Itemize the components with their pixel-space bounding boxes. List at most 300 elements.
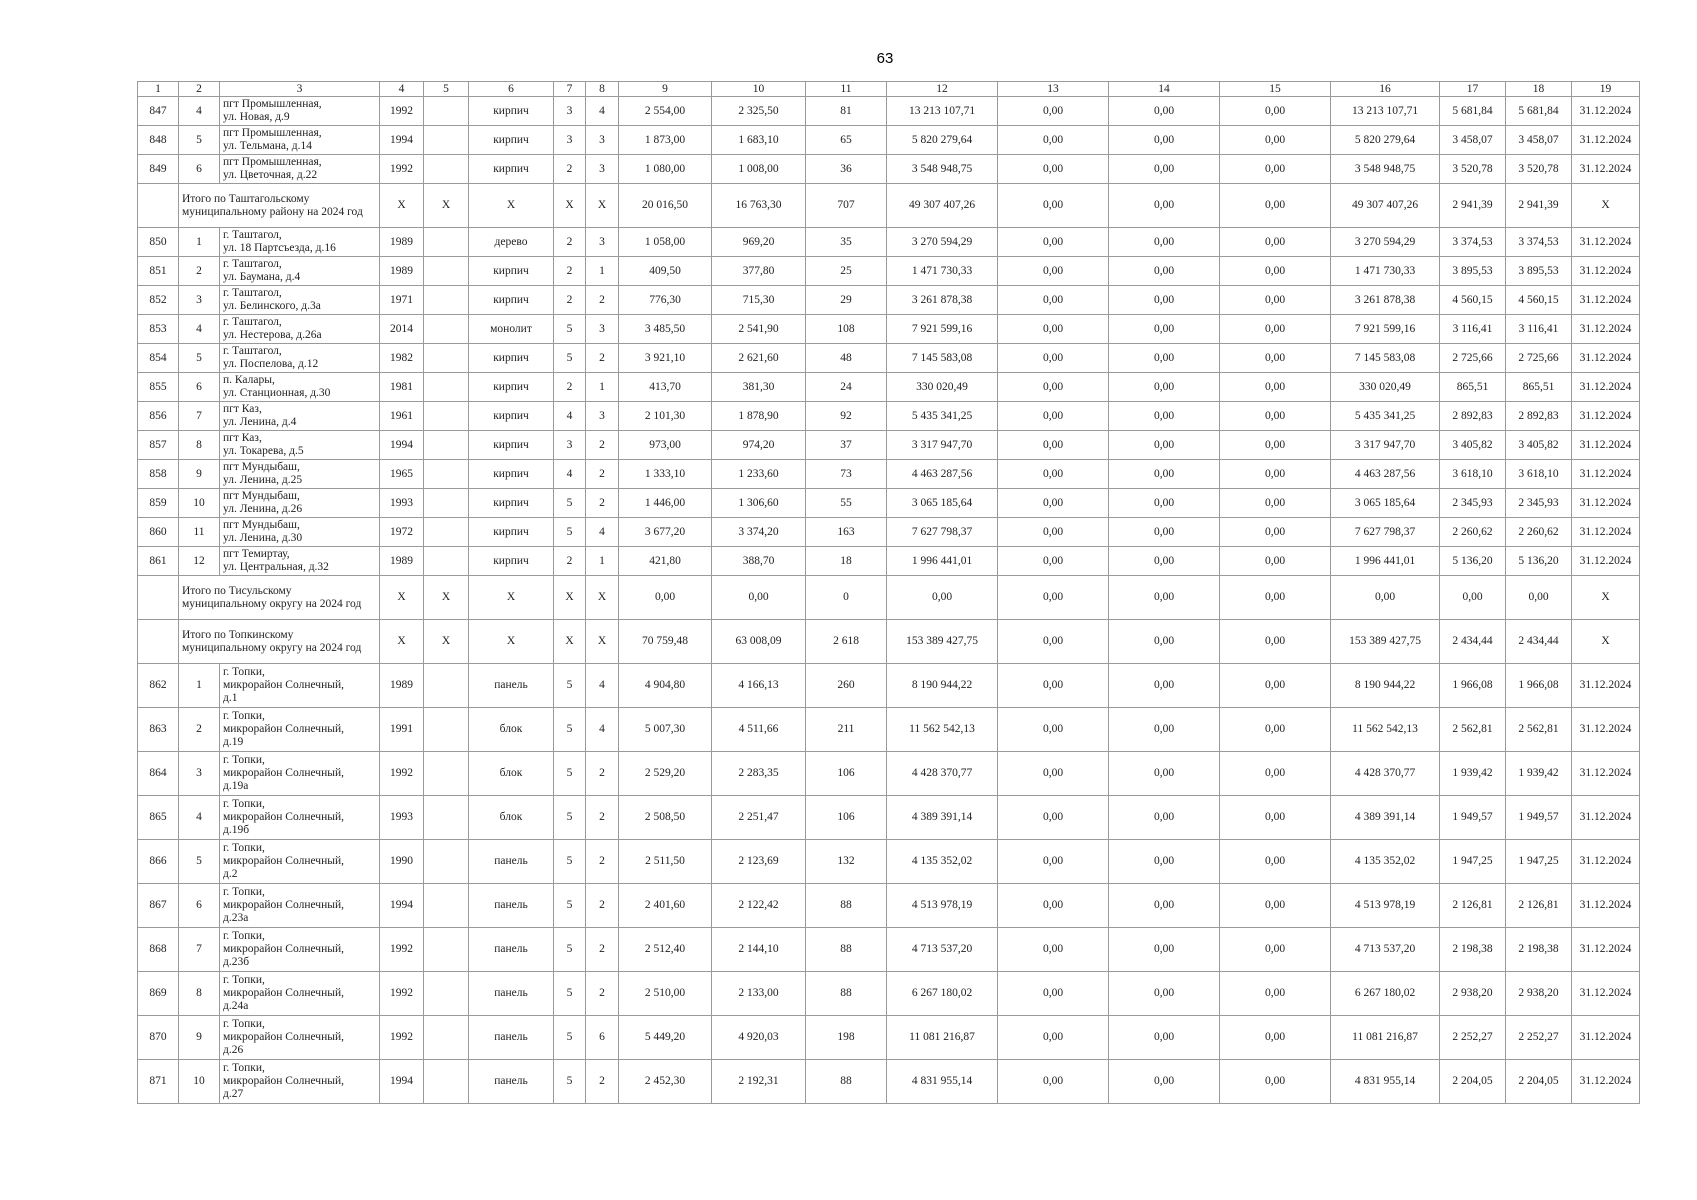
cell-area-living: 1 008,00 (712, 155, 806, 184)
address-line: г. Топки, (223, 710, 265, 722)
row-number: 860 (138, 518, 179, 547)
cell-year: 1992 (380, 155, 424, 184)
cell-c17: 1 949,57 (1440, 796, 1506, 840)
cell-entrances: 2 (586, 972, 619, 1016)
cell-c15: 0,00 (1220, 972, 1331, 1016)
address-line: ул. Тельмана, д.14 (223, 140, 312, 152)
cell-c18: 3 520,78 (1506, 155, 1572, 184)
cell-material: X (469, 576, 554, 620)
row-number: 864 (138, 752, 179, 796)
cell-material: блок (469, 752, 554, 796)
cell-c13: 0,00 (998, 620, 1109, 664)
cell-c5 (424, 155, 469, 184)
cell-c5: X (424, 184, 469, 228)
subtotal-row (138, 184, 1640, 228)
cell-area-living: 3 374,20 (712, 518, 806, 547)
row-index: 11 (179, 518, 220, 547)
address-line: пгт Мундыбаш, (223, 519, 300, 531)
cell-c17: 2 260,62 (1440, 518, 1506, 547)
cell-c16: 13 213 107,71 (1331, 97, 1440, 126)
address-line: ул. Баумана, д.4 (223, 271, 301, 283)
address-line: пгт Мундыбаш, (223, 490, 300, 502)
address-cell (220, 257, 380, 286)
cell-c14: 0,00 (1109, 796, 1220, 840)
address-cell (220, 972, 380, 1016)
cell-c5 (424, 664, 469, 708)
cell-floors: 5 (554, 796, 586, 840)
cell-date: 31.12.2024 (1572, 489, 1640, 518)
address-cell (220, 547, 380, 576)
address-line: ул. Цветочная, д.22 (223, 169, 318, 181)
cell-area-total: 20 016,50 (619, 184, 712, 228)
cell-area-total: 2 101,30 (619, 402, 712, 431)
cell-c15: 0,00 (1220, 257, 1331, 286)
cell-c14: 0,00 (1109, 431, 1220, 460)
cell-cost-total: 3 065 185,64 (887, 489, 998, 518)
cell-area-total: 1 080,00 (619, 155, 712, 184)
cell-c13: 0,00 (998, 126, 1109, 155)
cell-material: блок (469, 796, 554, 840)
cell-c13: 0,00 (998, 928, 1109, 972)
address-line: г. Топки, (223, 754, 265, 766)
cell-cost-total: 4 389 391,14 (887, 796, 998, 840)
row-number: 854 (138, 344, 179, 373)
row-number: 868 (138, 928, 179, 972)
cell-c13: 0,00 (998, 547, 1109, 576)
row-number: 859 (138, 489, 179, 518)
cell-c5 (424, 126, 469, 155)
address-line: микрорайон Солнечный, (223, 943, 344, 955)
cell-residents: 88 (806, 1060, 887, 1104)
column-number: 18 (1506, 82, 1572, 97)
cell-cost-total: 8 190 944,22 (887, 664, 998, 708)
cell-date: 31.12.2024 (1572, 1060, 1640, 1104)
cell-c14: 0,00 (1109, 460, 1220, 489)
address-line: г. Таштагол, (223, 345, 282, 357)
cell-c17: 1 966,08 (1440, 664, 1506, 708)
cell-year: 1989 (380, 664, 424, 708)
cell-c15: 0,00 (1220, 1060, 1331, 1104)
address-cell (220, 286, 380, 315)
cell-c5 (424, 315, 469, 344)
cell-cost-total: 4 713 537,20 (887, 928, 998, 972)
row-number: 852 (138, 286, 179, 315)
cell-c5 (424, 431, 469, 460)
subtotal-row (138, 620, 1640, 664)
cell-material: панель (469, 1016, 554, 1060)
row-number: 857 (138, 431, 179, 460)
cell-area-living: 969,20 (712, 228, 806, 257)
address-line: ул. Ленина, д.30 (223, 532, 303, 544)
address-cell (220, 373, 380, 402)
table-row (138, 752, 1640, 796)
address-line: ул. Ленина, д.4 (223, 416, 297, 428)
cell-c15: 0,00 (1220, 752, 1331, 796)
cell-date: 31.12.2024 (1572, 155, 1640, 184)
cell-floors: 5 (554, 708, 586, 752)
cell-c5 (424, 286, 469, 315)
address-cell (220, 884, 380, 928)
cell-c17: 5 136,20 (1440, 547, 1506, 576)
cell-area-total: 3 485,50 (619, 315, 712, 344)
cell-area-total: 409,50 (619, 257, 712, 286)
cell-area-total: 1 873,00 (619, 126, 712, 155)
table-row (138, 518, 1640, 547)
cell-area-living: 1 683,10 (712, 126, 806, 155)
address-line: пгт Каз, (223, 403, 262, 415)
cell-c14: 0,00 (1109, 1016, 1220, 1060)
cell-year: 1991 (380, 708, 424, 752)
cell-year: 1993 (380, 489, 424, 518)
cell-floors: 2 (554, 228, 586, 257)
cell-floors: 5 (554, 928, 586, 972)
table-row (138, 1060, 1640, 1104)
cell-c14: 0,00 (1109, 155, 1220, 184)
cell-residents: 29 (806, 286, 887, 315)
cell-c5 (424, 796, 469, 840)
row-index: 3 (179, 752, 220, 796)
cell-c17: 2 345,93 (1440, 489, 1506, 518)
cell-c18: 2 938,20 (1506, 972, 1572, 1016)
cell-c5 (424, 402, 469, 431)
address-line: д.24а (223, 1000, 249, 1012)
cell-c17: 4 560,15 (1440, 286, 1506, 315)
cell-c15: 0,00 (1220, 1016, 1331, 1060)
table-row (138, 315, 1640, 344)
cell-residents: 88 (806, 928, 887, 972)
cell-date: 31.12.2024 (1572, 373, 1640, 402)
cell-area-total: 1 058,00 (619, 228, 712, 257)
row-number (138, 620, 179, 664)
address-cell (220, 126, 380, 155)
cell-c14: 0,00 (1109, 373, 1220, 402)
row-number: 863 (138, 708, 179, 752)
cell-entrances: 2 (586, 884, 619, 928)
cell-year: 1981 (380, 373, 424, 402)
cell-area-total: 776,30 (619, 286, 712, 315)
row-number: 861 (138, 547, 179, 576)
cell-c15: 0,00 (1220, 489, 1331, 518)
row-index: 1 (179, 664, 220, 708)
cell-c16: 3 317 947,70 (1331, 431, 1440, 460)
cell-material: кирпич (469, 257, 554, 286)
row-index: 12 (179, 547, 220, 576)
cell-c17: 3 618,10 (1440, 460, 1506, 489)
cell-material: панель (469, 1060, 554, 1104)
address-line: микрорайон Солнечный, (223, 899, 344, 911)
column-number-row (138, 82, 1640, 97)
cell-c15: 0,00 (1220, 373, 1331, 402)
column-number: 5 (424, 82, 469, 97)
cell-area-total: 4 904,80 (619, 664, 712, 708)
cell-c5 (424, 373, 469, 402)
cell-residents: 88 (806, 972, 887, 1016)
cell-c15: 0,00 (1220, 547, 1331, 576)
cell-c18: 1 939,42 (1506, 752, 1572, 796)
address-line: пгт Мундыбаш, (223, 461, 300, 473)
cell-area-living: 2 541,90 (712, 315, 806, 344)
cell-year: 1990 (380, 840, 424, 884)
cell-c18: 2 126,81 (1506, 884, 1572, 928)
cell-c18: 5 136,20 (1506, 547, 1572, 576)
cell-c13: 0,00 (998, 344, 1109, 373)
cell-residents: 24 (806, 373, 887, 402)
cell-residents: 0 (806, 576, 887, 620)
cell-c16: 7 921 599,16 (1331, 315, 1440, 344)
cell-material: кирпич (469, 489, 554, 518)
address-line: п. Калары, (223, 374, 275, 386)
address-cell (220, 752, 380, 796)
cell-entrances: 2 (586, 752, 619, 796)
cell-c18: 2 725,66 (1506, 344, 1572, 373)
cell-entrances: 2 (586, 928, 619, 972)
cell-entrances: 3 (586, 315, 619, 344)
row-number: 856 (138, 402, 179, 431)
cell-year: 1992 (380, 97, 424, 126)
address-line: микрорайон Солнечный, (223, 987, 344, 999)
cell-area-total: 2 512,40 (619, 928, 712, 972)
column-number: 4 (380, 82, 424, 97)
cell-area-total: 2 508,50 (619, 796, 712, 840)
cell-entrances: 1 (586, 257, 619, 286)
cell-c5 (424, 972, 469, 1016)
row-number: 858 (138, 460, 179, 489)
table-row (138, 97, 1640, 126)
row-index: 5 (179, 840, 220, 884)
cell-c13: 0,00 (998, 460, 1109, 489)
cell-cost-total: 11 081 216,87 (887, 1016, 998, 1060)
cell-material: X (469, 184, 554, 228)
table-row (138, 928, 1640, 972)
address-line: ул. Белинского, д.3а (223, 300, 321, 312)
cell-entrances: 2 (586, 344, 619, 373)
column-number: 16 (1331, 82, 1440, 97)
cell-material: кирпич (469, 402, 554, 431)
table-row (138, 840, 1640, 884)
cell-c15: 0,00 (1220, 928, 1331, 972)
cell-c14: 0,00 (1109, 664, 1220, 708)
cell-c17: 3 895,53 (1440, 257, 1506, 286)
cell-entrances: 2 (586, 796, 619, 840)
cell-residents: 106 (806, 796, 887, 840)
cell-floors: 2 (554, 547, 586, 576)
cell-c14: 0,00 (1109, 620, 1220, 664)
address-line: д.19б (223, 824, 250, 836)
cell-c5 (424, 708, 469, 752)
row-number: 862 (138, 664, 179, 708)
address-line: г. Топки, (223, 1062, 265, 1074)
address-cell (220, 664, 380, 708)
address-cell (220, 1060, 380, 1104)
cell-c18: 0,00 (1506, 576, 1572, 620)
cell-material: кирпич (469, 547, 554, 576)
cell-date: 31.12.2024 (1572, 315, 1640, 344)
cell-c18: 2 941,39 (1506, 184, 1572, 228)
cell-area-living: 0,00 (712, 576, 806, 620)
cell-c15: 0,00 (1220, 228, 1331, 257)
cell-c5 (424, 547, 469, 576)
cell-cost-total: 11 562 542,13 (887, 708, 998, 752)
cell-year: 1994 (380, 126, 424, 155)
cell-c16: 1 996 441,01 (1331, 547, 1440, 576)
cell-c17: 2 892,83 (1440, 402, 1506, 431)
cell-c15: 0,00 (1220, 344, 1331, 373)
cell-entrances: 3 (586, 155, 619, 184)
cell-c13: 0,00 (998, 518, 1109, 547)
cell-c18: 2 198,38 (1506, 928, 1572, 972)
cell-c18: 2 562,81 (1506, 708, 1572, 752)
cell-c13: 0,00 (998, 884, 1109, 928)
row-index: 6 (179, 884, 220, 928)
column-number: 8 (586, 82, 619, 97)
cell-c15: 0,00 (1220, 184, 1331, 228)
cell-c16: 4 463 287,56 (1331, 460, 1440, 489)
row-index: 2 (179, 257, 220, 286)
cell-c16: 6 267 180,02 (1331, 972, 1440, 1016)
cell-c5 (424, 228, 469, 257)
cell-c17: 2 941,39 (1440, 184, 1506, 228)
row-index: 8 (179, 972, 220, 1016)
cell-entrances: X (586, 620, 619, 664)
column-number: 15 (1220, 82, 1331, 97)
address-line: г. Топки, (223, 798, 265, 810)
cell-area-total: 3 921,10 (619, 344, 712, 373)
column-number: 19 (1572, 82, 1640, 97)
table-row (138, 155, 1640, 184)
row-index: 1 (179, 228, 220, 257)
cell-area-total: 2 529,20 (619, 752, 712, 796)
address-line: пгт Каз, (223, 432, 262, 444)
address-line: микрорайон Солнечный, (223, 767, 344, 779)
cell-residents: 92 (806, 402, 887, 431)
cell-c13: 0,00 (998, 576, 1109, 620)
row-number: 871 (138, 1060, 179, 1104)
cell-c18: 2 434,44 (1506, 620, 1572, 664)
cell-area-living: 16 763,30 (712, 184, 806, 228)
cell-date: 31.12.2024 (1572, 752, 1640, 796)
cell-cost-total: 5 435 341,25 (887, 402, 998, 431)
cell-c16: 11 562 542,13 (1331, 708, 1440, 752)
column-number: 6 (469, 82, 554, 97)
cell-c17: 3 520,78 (1440, 155, 1506, 184)
cell-year: 1993 (380, 796, 424, 840)
cell-material: панель (469, 928, 554, 972)
cell-date: 31.12.2024 (1572, 840, 1640, 884)
cell-area-living: 2 283,35 (712, 752, 806, 796)
column-number: 17 (1440, 82, 1506, 97)
cell-c13: 0,00 (998, 752, 1109, 796)
address-line: д.27 (223, 1088, 244, 1100)
cell-year: 1989 (380, 547, 424, 576)
cell-entrances: 4 (586, 518, 619, 547)
table-row (138, 796, 1640, 840)
cell-material: кирпич (469, 286, 554, 315)
cell-c5 (424, 840, 469, 884)
cell-area-living: 715,30 (712, 286, 806, 315)
cell-year: 2014 (380, 315, 424, 344)
row-index: 9 (179, 460, 220, 489)
cell-c14: 0,00 (1109, 286, 1220, 315)
cell-c14: 0,00 (1109, 928, 1220, 972)
cell-entrances: 4 (586, 664, 619, 708)
cell-c15: 0,00 (1220, 796, 1331, 840)
cell-date: 31.12.2024 (1572, 884, 1640, 928)
cell-c5: X (424, 576, 469, 620)
cell-c13: 0,00 (998, 155, 1109, 184)
cell-area-living: 2 122,42 (712, 884, 806, 928)
cell-floors: 5 (554, 1016, 586, 1060)
row-index: 10 (179, 1060, 220, 1104)
cell-c16: 4 713 537,20 (1331, 928, 1440, 972)
cell-date: 31.12.2024 (1572, 344, 1640, 373)
cell-c16: 3 261 878,38 (1331, 286, 1440, 315)
cell-c14: 0,00 (1109, 972, 1220, 1016)
row-index: 4 (179, 97, 220, 126)
address-line: микрорайон Солнечный, (223, 855, 344, 867)
cell-c18: 2 204,05 (1506, 1060, 1572, 1104)
address-line: пгт Промышленная, (223, 127, 322, 139)
cell-c14: 0,00 (1109, 547, 1220, 576)
cell-date: X (1572, 620, 1640, 664)
cell-area-living: 2 123,69 (712, 840, 806, 884)
cell-c18: 3 405,82 (1506, 431, 1572, 460)
address-line: г. Топки, (223, 842, 265, 854)
cell-c14: 0,00 (1109, 97, 1220, 126)
column-number: 2 (179, 82, 220, 97)
cell-cost-total: 7 145 583,08 (887, 344, 998, 373)
cell-area-living: 2 325,50 (712, 97, 806, 126)
cell-floors: X (554, 576, 586, 620)
table-row (138, 344, 1640, 373)
subtotal-label: Итого по Таштагольскому муниципальному району на 2024 год (179, 184, 380, 228)
table-row (138, 972, 1640, 1016)
cell-year: 1994 (380, 884, 424, 928)
cell-material: кирпич (469, 126, 554, 155)
cell-date: 31.12.2024 (1572, 796, 1640, 840)
cell-c16: 330 020,49 (1331, 373, 1440, 402)
cell-c5 (424, 1060, 469, 1104)
cell-cost-total: 4 428 370,77 (887, 752, 998, 796)
row-index: 4 (179, 315, 220, 344)
address-line: ул. Новая, д.9 (223, 111, 290, 123)
cell-material: блок (469, 708, 554, 752)
cell-entrances: 1 (586, 547, 619, 576)
cell-c5 (424, 752, 469, 796)
cell-c16: 5 435 341,25 (1331, 402, 1440, 431)
cell-year: 1989 (380, 257, 424, 286)
cell-c14: 0,00 (1109, 576, 1220, 620)
table-row (138, 460, 1640, 489)
address-cell (220, 840, 380, 884)
cell-year: 1971 (380, 286, 424, 315)
column-number: 13 (998, 82, 1109, 97)
address-line: ул. 18 Партсъезда, д.16 (223, 242, 336, 254)
cell-area-total: 421,80 (619, 547, 712, 576)
column-number: 1 (138, 82, 179, 97)
cell-c16: 0,00 (1331, 576, 1440, 620)
row-index: 8 (179, 431, 220, 460)
cell-c13: 0,00 (998, 431, 1109, 460)
cell-year: 1994 (380, 431, 424, 460)
column-number: 14 (1109, 82, 1220, 97)
cell-entrances: 2 (586, 489, 619, 518)
cell-residents: 198 (806, 1016, 887, 1060)
row-index: 3 (179, 286, 220, 315)
cell-c17: 3 116,41 (1440, 315, 1506, 344)
address-line: д.26 (223, 1044, 244, 1056)
cell-floors: 3 (554, 126, 586, 155)
table-row (138, 1016, 1640, 1060)
